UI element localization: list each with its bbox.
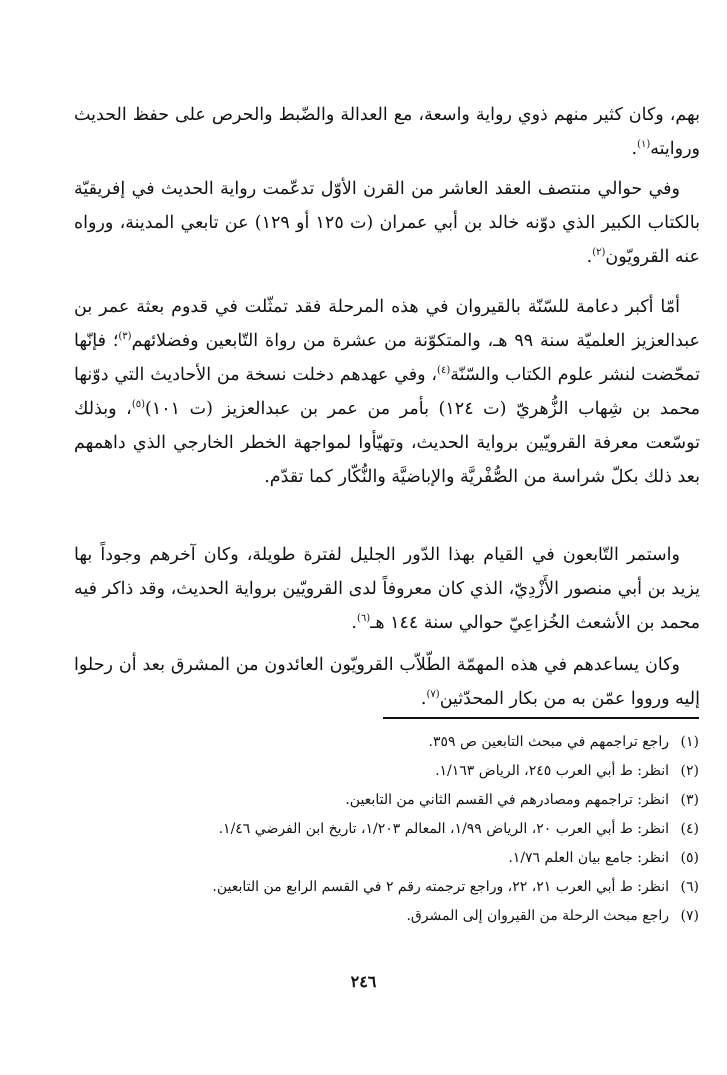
footnote-reference[interactable]: (١) (637, 139, 651, 151)
paragraph-text: . (586, 247, 593, 267)
footnote-item (60, 757, 699, 786)
footnote-item (60, 844, 699, 873)
paragraph-text: بهم، وكان كثير منهم ذوي رواية واسعة، مع العدالة والضّبط والحرص على حفظ الحديث وروايته (74, 105, 700, 159)
footnote-number: (٤) (680, 821, 699, 837)
footnote-text: راجع تراجمهم في مبحث التابعين ص ٣٥٩. (428, 734, 669, 750)
footnote-item (60, 786, 699, 815)
paragraph-text: . (351, 613, 357, 633)
paragraph-4 (74, 538, 700, 640)
footnote-item (60, 728, 699, 757)
paragraph-text: وكان يساعدهم في هذه المهمّة الطّلاّب القرويّون العائدون من المشرق بعد أن رحلوا إليه ورووا عمّن به من بكار المحدّثين (74, 655, 700, 709)
paragraph-text: ؛ فإنّها تمحّضت لنشر علوم الكتاب والسّنّة (74, 331, 700, 385)
footnote-number: (٦) (680, 879, 699, 895)
footnote-item (60, 902, 699, 931)
paragraph-text: ، وبذلك توسّعت معرفة القرويّين برواية الحديث، وتهيّأوا لمواجهة الخطر الخارجي الذي داهمهم بعد ذلك بكلّ شراسة من الصُّفْريَّة والإباضيَّة والنُّكّار كما تقدّم. (74, 399, 700, 487)
footnote-number: (٥) (680, 850, 699, 866)
footnote-text: انظر: ط أبي العرب ٢٠، الرياض ١/٩٩، المعالم ١/٢٠٣، تاريخ ابن الفرضي ١/٤٦. (218, 821, 669, 837)
footnotes-list (60, 728, 699, 931)
page-number: ٢٤٦ (350, 972, 377, 991)
paragraph-text: وفي حوالي منتصف العقد العاشر من القرن الأوّل تدعّمت رواية الحديث في إفريقيّة بالكتاب الكبير الذي دوّنه خالد بن أبي عمران (ت ١٢٥ أو ١٢٩) عن تابعي المدينة، ورواه عنه القرويّون (74, 179, 700, 267)
footnote-text: انظر: جامع بيان العلم ١/٧٦. (508, 850, 669, 866)
footnote-number: (١) (680, 734, 699, 750)
paragraph-text: ، وفي عهدهم دخلت نسخة من الأحاديث التي دوّنها محمد بن شِهاب الزُّهريّ (ت ١٢٤) بأمر من عمر بن عبدالعزيز (ت ١٠١) (74, 365, 700, 419)
footnote-text: انظر: ط أبي العرب ٢٤٥، الرياض ١/١٦٣. (435, 763, 669, 779)
footnote-reference[interactable]: (٣) (118, 331, 132, 343)
footnote-item (60, 815, 699, 844)
paragraph-text: . (420, 689, 427, 709)
footnote-separator (383, 717, 699, 719)
footnote-reference[interactable]: (٧) (426, 689, 440, 701)
footnote-reference[interactable]: (٦) (357, 613, 371, 625)
footnote-number: (٧) (680, 908, 699, 924)
paragraph-3 (74, 290, 700, 494)
footnote-number: (٢) (680, 763, 699, 779)
paragraph-text: أمّا أكبر دعامة للسّنّة بالقيروان في هذه المرحلة فقد تمثّلت في قدوم بعثة عمر بن عبدالعزيز العلميّة سنة ٩٩ هـ، والمتكوّنة من عشرة من رواة التّابعين وفضلائهم (74, 297, 700, 351)
paragraph-5 (74, 648, 700, 716)
paragraph-text: . (631, 139, 638, 159)
footnote-number: (٣) (680, 792, 699, 808)
footnote-reference[interactable]: (٢) (592, 247, 606, 259)
footnote-item (60, 873, 699, 902)
footnote-text: راجع مبحث الرحلة من القيروان إلى المشرق. (406, 908, 669, 924)
paragraph-1 (74, 98, 700, 166)
footnote-reference[interactable]: (٥) (131, 399, 146, 411)
footnote-text: انظر: ط أبي العرب ٢١، ٢٢، وراجع ترجمته رقم ٢ في القسم الرابع من التابعين. (212, 879, 669, 895)
footnote-reference[interactable]: (٤) (437, 365, 451, 377)
footnote-text: انظر: تراجمهم ومصادرهم في القسم الثاني من التابعين. (345, 792, 669, 808)
paragraph-text: واستمر التّابعون في القيام بهذا الدّور الجليل لفترة طويلة، وكان آخرهم وجوداً بها يزيد بن أبي منصور الأَزْدِيّ، الذي كان معروفاً لدى القرويّين برواية الحديث، وقد ذاكر فيه محمد بن الأشعث الخُزاعِيّ حوالي سنة ١٤٤ هـ (74, 545, 700, 633)
paragraph-2 (74, 172, 700, 274)
